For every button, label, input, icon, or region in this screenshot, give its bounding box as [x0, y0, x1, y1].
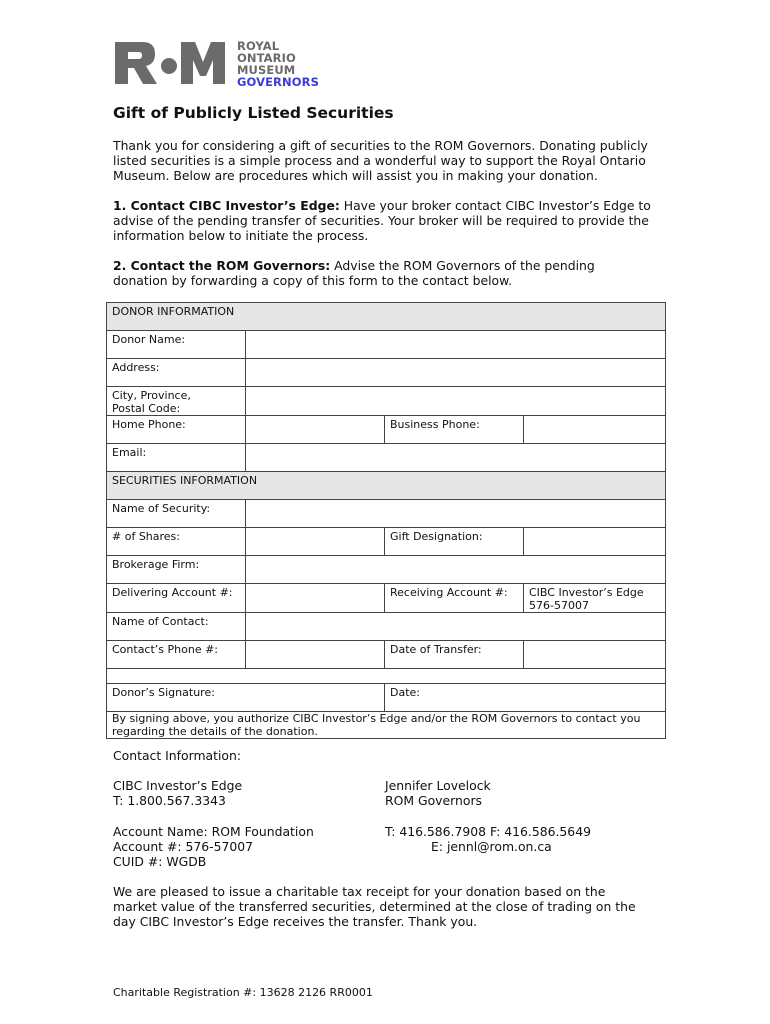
- donor-name-label: Donor Name:: [107, 331, 246, 359]
- rom-logo-mark: [113, 40, 231, 86]
- contact-organization: ROM Governors: [385, 793, 482, 809]
- brokerage-firm-label: Brokerage Firm:: [107, 556, 246, 584]
- donation-form-table: [106, 302, 666, 739]
- name-of-contact-field[interactable]: [246, 613, 666, 641]
- logo-line-museum: MUSEUM: [237, 63, 296, 77]
- receiving-account-value: CIBC Investor’s Edge 576-57007: [524, 584, 666, 613]
- date-of-transfer-field[interactable]: [524, 641, 666, 669]
- logo-line-governors: GOVERNORS: [237, 75, 319, 89]
- contact-phone-label: Contact’s Phone #:: [107, 641, 246, 669]
- business-phone-field[interactable]: [524, 416, 666, 444]
- brokerage-firm-field[interactable]: [246, 556, 666, 584]
- intro-paragraph: Thank you for considering a gift of securities to the ROM Governors. Donating publicly listed securities is a simple process and a wonderful way to support the Royal Ontario Museum. Below are procedures which will assist you in making your donation.: [113, 138, 648, 184]
- home-phone-field[interactable]: [246, 416, 385, 444]
- step2-paragraph: [113, 258, 613, 288]
- num-shares-field[interactable]: [246, 528, 385, 556]
- step1-text: Have your broker contact CIBC Investor’s Edge to advise of the pending transfer of securities. Your broker will be required to provide the information below to initiate the process.: [113, 198, 651, 244]
- logo-line-royal: ROYAL: [237, 39, 280, 53]
- contact-phone-field[interactable]: [246, 641, 385, 669]
- charitable-registration: Charitable Registration #: 13628 2126 RR0001: [113, 986, 373, 999]
- step2-heading: 2. Contact the ROM Governors:: [113, 258, 331, 273]
- address-field[interactable]: [246, 359, 666, 387]
- cibc-name: CIBC Investor’s Edge: [113, 778, 243, 793]
- name-of-security-label: Name of Security:: [107, 500, 246, 528]
- donor-information-header: DONOR INFORMATION: [107, 303, 666, 331]
- rom-email: E: jennl@rom.on.ca: [431, 839, 552, 854]
- contact-person: Jennifer Lovelock: [385, 778, 491, 793]
- donor-signature-field[interactable]: [107, 684, 385, 712]
- donor-name-field[interactable]: [246, 331, 666, 359]
- delivering-account-field[interactable]: [246, 584, 385, 613]
- step1-paragraph: [113, 198, 658, 244]
- cuid-number: CUID #: WGDB: [113, 854, 207, 870]
- securities-information-header: SECURITIES INFORMATION: [107, 472, 666, 500]
- closing-paragraph: We are pleased to issue a charitable tax receipt for your donation based on the market value of the transferred securities, determined at the close of trading on the day CIBC Investor’s Edge receives the transfer. Thank you.: [113, 884, 636, 930]
- signature-date-field[interactable]: [385, 684, 666, 712]
- rom-phone-fax: T: 416.586.7908 F: 416.586.5649: [385, 824, 591, 839]
- rom-contact-block: [385, 778, 491, 808]
- delivering-account-label: Delivering Account #:: [107, 584, 246, 613]
- cibc-contact-block: [113, 778, 242, 808]
- num-shares-label: # of Shares:: [107, 528, 246, 556]
- logo-line-ontario: ONTARIO: [237, 51, 296, 65]
- donor-signature-label: Donor’s Signature:: [112, 686, 215, 699]
- city-field[interactable]: [246, 387, 666, 416]
- contact-heading: Contact Information:: [113, 748, 242, 763]
- account-details-block: [113, 824, 314, 870]
- spacer-row: [107, 669, 666, 684]
- step2-text: Advise the ROM Governors of the pending donation by forwarding a copy of this form to the contact below.: [113, 258, 595, 289]
- gift-designation-field[interactable]: [524, 528, 666, 556]
- city-label: City, Province, Postal Code:: [107, 387, 246, 416]
- name-of-security-field[interactable]: [246, 500, 666, 528]
- signature-date-label: Date:: [390, 686, 420, 699]
- email-field[interactable]: [246, 444, 666, 472]
- email-label: Email:: [107, 444, 246, 472]
- date-of-transfer-label: Date of Transfer:: [385, 641, 524, 669]
- cibc-phone: T: 1.800.567.3343: [113, 793, 226, 809]
- page-title: Gift of Publicly Listed Securities: [113, 104, 394, 122]
- rom-logo: [113, 38, 333, 90]
- step1-heading: 1. Contact CIBC Investor’s Edge:: [113, 198, 340, 213]
- account-number: Account #: 576-57007: [113, 839, 253, 855]
- business-phone-label: Business Phone:: [385, 416, 524, 444]
- account-name: Account Name: ROM Foundation: [113, 824, 314, 839]
- address-label: Address:: [107, 359, 246, 387]
- receiving-account-label: Receiving Account #:: [385, 584, 524, 613]
- logo-wordmark: [237, 40, 319, 88]
- home-phone-label: Home Phone:: [107, 416, 246, 444]
- authorization-note: By signing above, you authorize CIBC Investor’s Edge and/or the ROM Governors to contact you regarding the details of the donation.: [107, 712, 666, 739]
- gift-designation-label: Gift Designation:: [385, 528, 524, 556]
- name-of-contact-label: Name of Contact:: [107, 613, 246, 641]
